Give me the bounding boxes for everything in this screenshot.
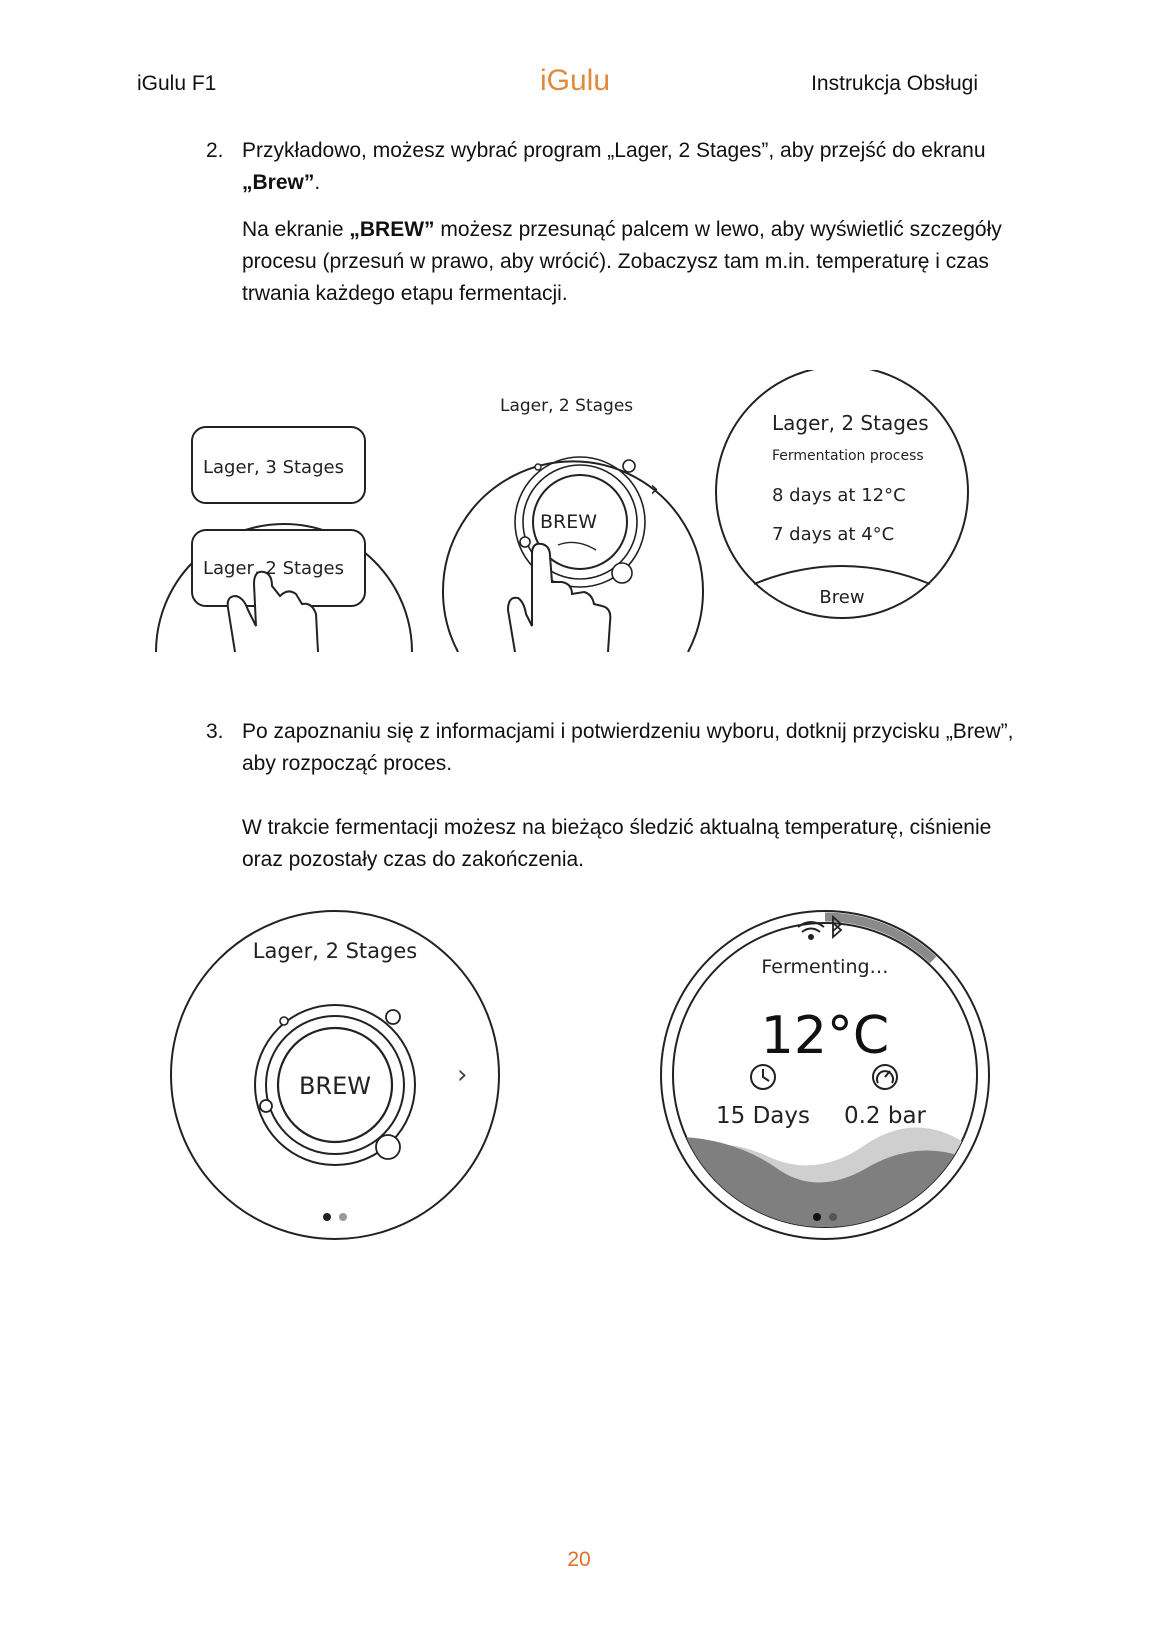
- stage-2-text: 7 days at 4°C: [772, 524, 895, 545]
- screen-brew-swipe: [443, 396, 703, 652]
- screen-program-list: [156, 427, 412, 652]
- screen-brew: [171, 911, 499, 1239]
- next-arrow-icon[interactable]: ›: [650, 477, 659, 502]
- header-product-name: iGulu F1: [137, 72, 217, 95]
- igulu-logo: [540, 62, 626, 98]
- page-dot: [829, 1213, 837, 1221]
- brew-button-label[interactable]: BREW: [540, 511, 598, 533]
- logo-text: iGulu: [540, 64, 611, 97]
- screen-fermenting: [655, 911, 1005, 1245]
- page-dot-active: [813, 1213, 821, 1221]
- page-number: 20: [567, 1548, 591, 1571]
- step-2-paragraph-1: Przykładowo, możesz wybrać program „Lager, 2 Stages”, aby przejść do ekranu „Brew”.: [242, 139, 986, 194]
- brew-screen-title: Lager, 2 Stages: [500, 396, 634, 416]
- header-manual-title: Instrukcja Obsługi: [811, 72, 978, 95]
- step-3-paragraph-2: W trakcie fermentacji możesz na bieżąco śledzić aktualną temperaturę, ciśnienie oraz pozostały czas do zakończenia.: [242, 816, 992, 871]
- step-3-paragraph-1: Po zapoznaniu się z informacjami i potwierdzeniu wyboru, dotknij przycisku „Brew”, aby rozpocząć proces.: [242, 720, 1014, 775]
- step-number: 2.: [206, 139, 224, 162]
- current-pressure: 0.2 bar: [843, 1103, 927, 1129]
- stage-1-text: 8 days at 12°C: [772, 485, 906, 506]
- program-option-lager-2-label: Lager, 2 Stages: [203, 558, 344, 579]
- swipe-hand-icon: [508, 544, 610, 652]
- next-arrow-icon[interactable]: ›: [457, 1060, 468, 1090]
- remaining-days: 15 Days: [716, 1103, 810, 1129]
- details-title: Lager, 2 Stages: [772, 411, 929, 435]
- step-2-paragraph-2: Na ekranie „BREW” możesz przesunąć palcem w lewo, aby wyświetlić szczegóły procesu (przesuń w prawo, aby wrócić). Zobaczysz tam m.in. temperaturę i czas trwania każdego etapu fermentacji.: [242, 218, 1002, 305]
- screens-illustration-row-1: [140, 370, 1020, 652]
- fermenting-status: Fermenting…: [761, 956, 889, 978]
- brew-button-label[interactable]: Brew: [819, 587, 865, 608]
- program-option-lager-3-label: Lager, 3 Stages: [203, 457, 344, 478]
- details-subtitle: Fermentation process: [772, 448, 924, 464]
- current-temperature: 12°C: [760, 1006, 890, 1066]
- step-number: 3.: [206, 720, 224, 743]
- page-dot: [339, 1213, 347, 1221]
- screen-fermentation-details: [716, 370, 968, 618]
- step-3: [206, 716, 1026, 891]
- brew-screen-title: Lager, 2 Stages: [252, 939, 418, 963]
- brew-button-label[interactable]: BREW: [298, 1072, 372, 1100]
- screens-illustration-row-2: [165, 905, 1005, 1247]
- step-2: [206, 135, 1026, 325]
- page-dot-active: [323, 1213, 331, 1221]
- brew-button[interactable]: [754, 566, 930, 584]
